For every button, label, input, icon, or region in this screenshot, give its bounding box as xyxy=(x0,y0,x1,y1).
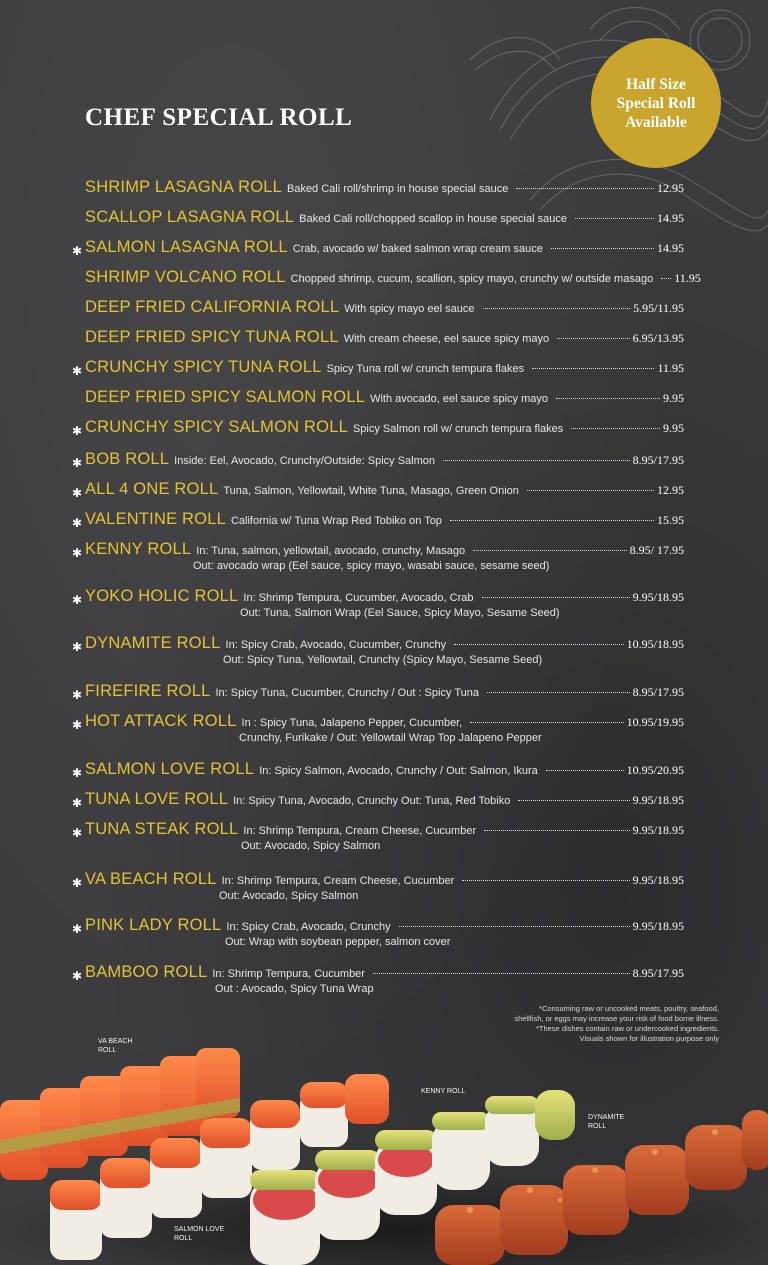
menu-item-name: SHRIMP LASAGNA ROLL xyxy=(85,178,282,196)
dot-leader xyxy=(487,692,630,693)
menu-item-description: In: Shrimp Tempura, Cream Cheese, Cucumber xyxy=(243,825,477,837)
menu-item-name: DYNAMITE ROLL xyxy=(85,634,221,652)
raw-ingredient-asterisk-icon: ✱ xyxy=(72,969,83,983)
menu-item-description: With cream cheese, eel sauce spicy mayo xyxy=(343,333,550,345)
raw-ingredient-asterisk-icon: ✱ xyxy=(72,640,83,654)
menu-item-price: 11.95 xyxy=(657,361,684,375)
menu-item-name: VALENTINE ROLL xyxy=(85,510,226,528)
menu-item-name: SALMON LASAGNA ROLL xyxy=(85,238,288,256)
menu-item-description: Inside: Eel, Avocado, Crunchy/Outside: Spicy Salmon xyxy=(174,455,436,467)
menu-item-row xyxy=(85,682,684,704)
menu-item-description: With spicy mayo eel sauce xyxy=(344,303,475,315)
menu-item-description: In : Spicy Tuna, Jalapeno Pepper, Cucumber, xyxy=(241,717,463,729)
menu-item-price: 12.95 xyxy=(657,181,684,195)
menu-item-row xyxy=(85,712,684,734)
menu-item-row xyxy=(85,450,684,472)
photo-label-kenny: KENNY ROLL xyxy=(421,1088,466,1095)
menu-item-description-line-2: Out: Avocado, Spicy Salmon xyxy=(241,840,381,852)
raw-ingredient-asterisk-icon: ✱ xyxy=(72,876,83,890)
dot-leader xyxy=(484,830,630,831)
menu-item-description-line-2: Out: Wrap with soybean pepper, salmon cover xyxy=(225,936,451,948)
menu-item-row xyxy=(85,963,684,985)
disclaimer-line: *Consuming raw or uncooked meats, poultry, seafood, xyxy=(539,1004,719,1013)
menu-item-price: 15.95 xyxy=(657,513,684,527)
dot-leader xyxy=(516,188,654,189)
sushi-photo xyxy=(0,1030,768,1265)
raw-ingredient-asterisk-icon: ✱ xyxy=(72,546,83,560)
dot-leader xyxy=(546,770,624,771)
menu-item-row xyxy=(85,480,684,502)
menu-item-name: VA BEACH ROLL xyxy=(85,870,217,888)
dot-leader xyxy=(443,460,630,461)
dot-leader xyxy=(556,398,660,399)
menu-item-row xyxy=(85,208,684,230)
menu-item-name: ALL 4 ONE ROLL xyxy=(85,480,219,498)
menu-item-price: 9.95/18.95 xyxy=(632,823,684,837)
raw-ingredient-asterisk-icon: ✱ xyxy=(72,826,83,840)
menu-item-price: 12.95 xyxy=(657,483,684,497)
dot-leader xyxy=(661,278,671,279)
menu-item-name: KENNY ROLL xyxy=(85,540,192,558)
raw-ingredient-asterisk-icon: ✱ xyxy=(72,766,83,780)
menu-item-name: SALMON LOVE ROLL xyxy=(85,760,255,778)
raw-ingredient-asterisk-icon: ✱ xyxy=(72,424,83,438)
menu-item-name: FIREFIRE ROLL xyxy=(85,682,211,700)
dot-leader xyxy=(575,218,654,219)
raw-ingredient-asterisk-icon: ✱ xyxy=(72,796,83,810)
menu-item-description: In: Spicy Tuna, Avocado, Crunchy Out: Tuna, Red Tobiko xyxy=(233,795,511,807)
menu-item-description: In: Tuna, salmon, yellowtail, avocado, crunchy, Masago xyxy=(196,545,466,557)
menu-item-description: Crab, avocado w/ baked salmon wrap cream sauce xyxy=(292,243,543,255)
dot-leader xyxy=(399,926,630,927)
menu-item-name: DEEP FRIED SPICY SALMON ROLL xyxy=(85,388,366,406)
menu-item-row xyxy=(85,870,684,892)
menu-item-price: 9.95/18.95 xyxy=(632,873,684,887)
menu-item-name: PINK LADY ROLL xyxy=(85,916,222,934)
dot-leader xyxy=(532,368,654,369)
menu-item-price: 14.95 xyxy=(657,211,684,225)
menu-item-name: BAMBOO ROLL xyxy=(85,963,208,981)
menu-item-price: 10.95/20.95 xyxy=(626,763,684,777)
photo-label-dynamite xyxy=(588,1113,624,1131)
menu-item-description-line-2: Out: Spicy Tuna, Yellowtail, Crunchy (Spicy Mayo, Sesame Seed) xyxy=(223,654,543,666)
dot-leader xyxy=(462,880,629,881)
menu-item-row xyxy=(85,790,684,812)
menu-item-row xyxy=(85,298,684,320)
raw-ingredient-asterisk-icon: ✱ xyxy=(72,718,83,732)
disclaimer-line: Visuals shown for illustration purpose only xyxy=(579,1034,719,1043)
dot-leader xyxy=(473,550,627,551)
dot-leader xyxy=(571,428,660,429)
menu-item-description: Baked Cali roll/chopped scallop in house special sauce xyxy=(299,213,567,225)
menu-item-description-line-2: Out : Avocado, Spicy Tuna Wrap xyxy=(215,983,374,995)
menu-item-description: Spicy Salmon roll w/ crunch tempura flakes xyxy=(352,423,564,435)
raw-ingredient-asterisk-icon: ✱ xyxy=(72,244,83,258)
dot-leader xyxy=(557,338,630,339)
dot-leader xyxy=(518,800,629,801)
dot-leader xyxy=(373,973,630,974)
menu-item-price: 8.95/17.95 xyxy=(632,685,684,699)
menu-item-price: 9.95/18.95 xyxy=(632,590,684,604)
menu-item-price: 5.95/11.95 xyxy=(633,301,684,315)
dot-leader xyxy=(450,520,654,521)
menu-item-row xyxy=(85,510,684,532)
menu-item-description: In: Spicy Crab, Avocado, Crunchy xyxy=(226,921,391,933)
menu-item-row xyxy=(85,178,684,200)
menu-item-description: In: Spicy Tuna, Cucumber, Crunchy / Out : Spicy Tuna xyxy=(215,687,479,699)
menu-item-price: 14.95 xyxy=(657,241,684,255)
dot-leader xyxy=(482,597,630,598)
menu-item-description: In: Shrimp Tempura, Cream Cheese, Cucumber xyxy=(221,875,455,887)
disclaimer-line: shellfish, or eggs may increase your risk of food borne illness. xyxy=(514,1014,719,1023)
menu-item-description: Spicy Tuna roll w/ crunch tempura flakes xyxy=(326,363,525,375)
menu-item-row xyxy=(85,820,684,842)
menu-item-row xyxy=(85,388,684,410)
raw-ingredient-asterisk-icon: ✱ xyxy=(72,486,83,500)
menu-item-name: HOT ATTACK ROLL xyxy=(85,712,237,730)
half-size-badge xyxy=(591,38,721,168)
badge-line-1: Half Size xyxy=(626,75,686,93)
badge-line-2: Special Roll xyxy=(616,94,696,112)
menu-item-row xyxy=(85,358,684,380)
raw-ingredient-asterisk-icon: ✱ xyxy=(72,364,83,378)
menu-item-price: 8.95/17.95 xyxy=(632,966,684,980)
menu-item-price: 10.95/18.95 xyxy=(626,637,684,651)
menu-item-row xyxy=(85,540,684,562)
raw-ingredient-asterisk-icon: ✱ xyxy=(72,688,83,702)
menu-item-row xyxy=(85,268,701,290)
page-title: CHEF SPECIAL ROLL xyxy=(85,104,353,131)
raw-ingredient-asterisk-icon: ✱ xyxy=(72,456,83,470)
menu-item-name: YOKO HOLIC ROLL xyxy=(85,587,239,605)
menu-item-description: In: Shrimp Tempura, Cucumber xyxy=(212,968,365,980)
photo-label-line: DYNAMITE xyxy=(588,1114,625,1121)
photo-label-line: VA BEACH xyxy=(98,1038,133,1045)
menu-item-name: TUNA LOVE ROLL xyxy=(85,790,229,808)
menu-item-price: 9.95/18.95 xyxy=(632,919,684,933)
raw-ingredient-asterisk-icon: ✱ xyxy=(72,516,83,530)
menu-item-name: TUNA STEAK ROLL xyxy=(85,820,239,838)
menu-item-name: DEEP FRIED CALIFORNIA ROLL xyxy=(85,298,340,316)
menu-item-name: CRUNCHY SPICY SALMON ROLL xyxy=(85,418,348,436)
menu-item-description: In: Spicy Salmon, Avocado, Crunchy / Out: Salmon, Ikura xyxy=(259,765,538,777)
menu-item-name: DEEP FRIED SPICY TUNA ROLL xyxy=(85,328,339,346)
menu-item-description-line-2: Out: Avocado, Spicy Salmon xyxy=(219,890,359,902)
dot-leader xyxy=(527,490,654,491)
photo-label-line: ROLL xyxy=(98,1047,117,1054)
menu-item-row xyxy=(85,916,684,938)
menu-item-description: In: Shrimp Tempura, Cucumber, Avocado, Crab xyxy=(243,592,474,604)
menu-item-price: 8.95/ 17.95 xyxy=(629,543,684,557)
menu-item-name: SHRIMP VOLCANO ROLL xyxy=(85,268,286,286)
menu-item-price: 6.95/13.95 xyxy=(632,331,684,345)
dot-leader xyxy=(483,308,631,309)
dot-leader xyxy=(551,248,654,249)
menu-item-row xyxy=(85,760,684,782)
dot-leader xyxy=(470,722,623,723)
photo-label-salmon-love xyxy=(174,1225,224,1243)
photo-label-line: ROLL xyxy=(174,1235,193,1242)
menu-item-description: In: Spicy Crab, Avocado, Cucumber, Crunchy xyxy=(225,639,447,651)
disclaimer-line: *These dishes contain raw or undercooked ingredients. xyxy=(535,1024,719,1033)
menu-item-description-line-2: Out: Tuna, Salmon Wrap (Eel Sauce, Spicy Mayo, Sesame Seed) xyxy=(240,607,560,619)
photo-label-line: SALMON LOVE xyxy=(174,1226,225,1233)
menu-item-description: Tuna, Salmon, Yellowtail, White Tuna, Masago, Green Onion xyxy=(223,485,519,497)
menu-item-price: 10.95/19.95 xyxy=(626,715,684,729)
menu-item-name: CRUNCHY SPICY TUNA ROLL xyxy=(85,358,322,376)
menu-item-description: Chopped shrimp, cucum, scallion, spicy mayo, crunchy w/ outside masago xyxy=(290,273,654,285)
menu-item-description-line-2: Crunchy, Furikake / Out: Yellowtail Wrap Top Jalapeno Pepper xyxy=(239,732,542,744)
menu-item-price: 9.95 xyxy=(663,391,684,405)
dot-leader xyxy=(454,644,624,645)
menu-item-description: Baked Cali roll/shrimp in house special sauce xyxy=(286,183,509,195)
menu-item-price: 11.95 xyxy=(674,271,701,285)
menu-item-price: 8.95/17.95 xyxy=(632,453,684,467)
menu-item-price: 9.95/18.95 xyxy=(632,793,684,807)
menu-item-description-line-2: Out: avocado wrap (Eel sauce, spicy mayo, wasabi sauce, sesame seed) xyxy=(193,560,550,572)
photo-label-line: ROLL xyxy=(588,1123,607,1130)
photo-label-va-beach xyxy=(98,1037,133,1055)
menu-item-row xyxy=(85,238,684,260)
menu-item-row xyxy=(85,418,684,440)
menu-item-name: SCALLOP LASAGNA ROLL xyxy=(85,208,295,226)
menu-item-name: BOB ROLL xyxy=(85,450,170,468)
badge-line-3: Available xyxy=(625,113,687,131)
menu-item-description: With avocado, eel sauce spicy mayo xyxy=(370,393,548,405)
raw-ingredient-asterisk-icon: ✱ xyxy=(72,593,83,607)
menu-item-description: California w/ Tuna Wrap Red Tobiko on Top xyxy=(230,515,442,527)
menu-item-row xyxy=(85,587,684,609)
menu-item-row xyxy=(85,328,684,350)
raw-ingredient-asterisk-icon: ✱ xyxy=(72,922,83,936)
menu-item-row xyxy=(85,634,684,656)
menu-item-price: 9.95 xyxy=(663,421,684,435)
